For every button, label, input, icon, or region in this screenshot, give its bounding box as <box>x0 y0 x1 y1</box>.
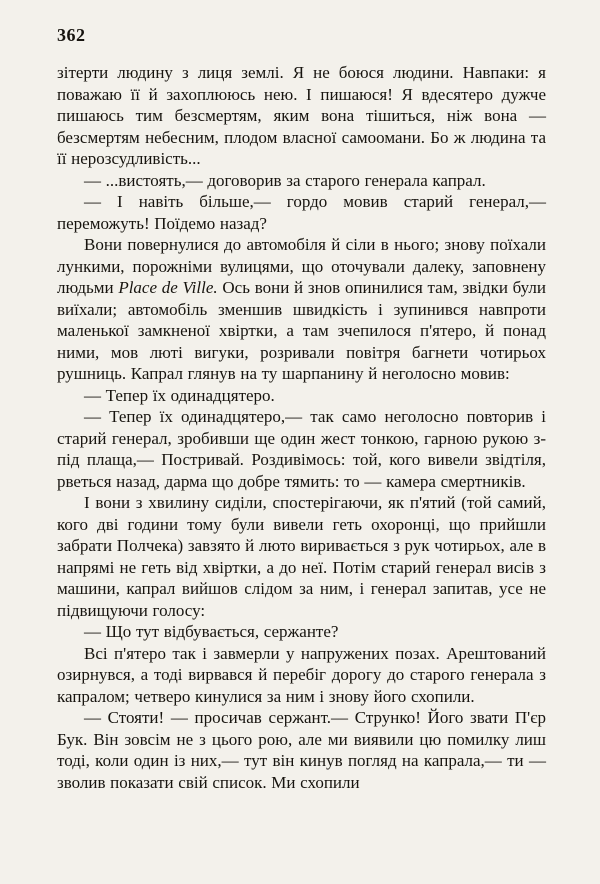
paragraph-dialogue: — Що тут відбувається, сержанте? <box>84 622 339 641</box>
paragraph-continuation: зітерти людину з лиця землі. Я не боюся людини. Навпаки: я поважаю її й захоплююсь нею. І пишаюся! Я вдесятеро дужче пишаюсь тим безсмертям, яким вона тішиться, ніж вона — безсмертям небесним, плодом власної самоомани. Бо ж людина та її нерозсудливість... <box>57 63 546 168</box>
italic-phrase: Place de Ville. <box>118 278 218 297</box>
paragraph-dialogue: — Тепер їх одинадцятеро. <box>84 385 275 405</box>
paragraph-text: Ось вони й знов опинилися там, звідки були виїхали; автомобіль зменшив швидкість і зупинився навпроти маленької замкненої хвіртки, а там зчепилося п'ятеро, й понад ними, мов люті вигуки, розривали повітря багнети чотирьох рушниць. Капрал глянув на ту шарпанину й неголосно мовив: <box>57 278 546 383</box>
paragraph-narrative <box>57 234 546 385</box>
paragraph-narrative: І вони з хвилину сиділи, спостерігаючи, як п'ятий (той самий, кого дві години тому були вивели геть охоронці, що прийшли забрати Полчека) завзято й люто виривається з рук чотирьох, але в напрямі не геть від хвіртки, а до неї. Потім старий генерал висів з машини, капрал вийшов слідом за ним, і генерал запитав, усе не підвищуючи голосу: <box>57 493 546 620</box>
page-text <box>57 62 546 793</box>
paragraph-narrative: Всі п'ятеро так і завмерли у напружених позах. Арештований озирнувся, а тоді вирвався й перебіг дорогу до старого генерала з капралом; четверо кинулися за ним і знову його схопили. <box>57 643 546 706</box>
paragraph-dialogue: — ...вистоять,— договорив за старого генерала капрал. <box>84 170 486 190</box>
page-number: 362 <box>57 25 86 45</box>
paragraph-text: Вони повернулися до автомобіля й сіли в нього; знову поїхали лункими, порожніми вулицями, що оточували далеку, заповнену людьми <box>57 235 546 297</box>
paragraph-dialogue: — Стояти! — просичав сержант.— Струнко! Його звати П'єр Бук. Він зовсім не з цього рою, але ми виявили цю помилку лиш тоді, коли один із них,— тут він кинув погляд на капрала,— ти — зволив показати свій список. Ми схопили <box>57 708 546 792</box>
paragraph-dialogue: — Тепер їх одинадцятеро,— так само неголосно повторив і старий генерал, зробивши ще один жест тонкою, гарною рукою з-під плаща,— Постривай. Роздивімось: той, кого вивели звідтіля, рветься назад, дарма що добре тямить: то — камера смертників. <box>57 407 546 491</box>
paragraph-dialogue: — І навіть більше,— гордо мовив старий генерал,— переможуть! Поїдемо назад? <box>57 192 546 233</box>
